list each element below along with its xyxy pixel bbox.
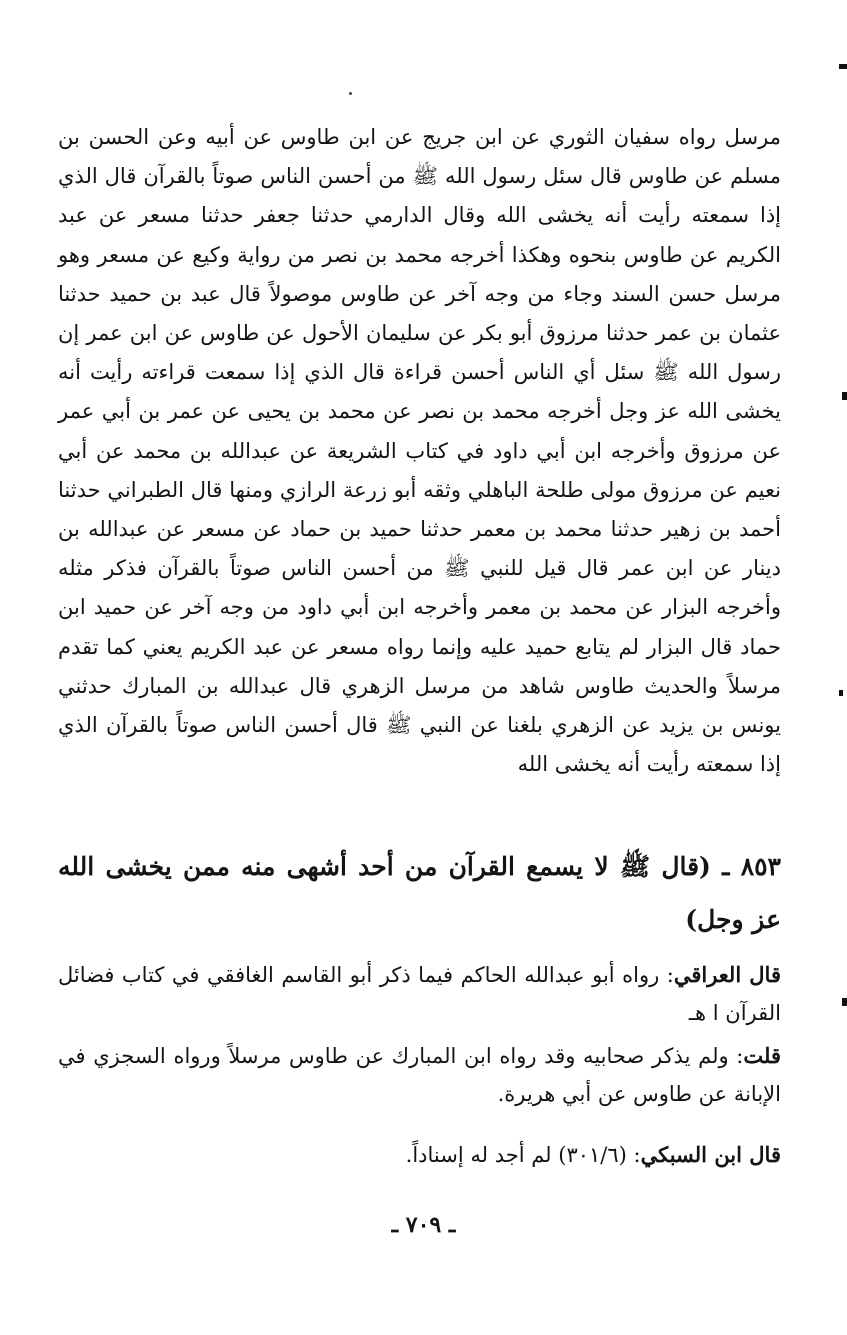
subki-label: قال ابن السبكي xyxy=(640,1142,781,1167)
iraqi-label: قال العراقي xyxy=(673,962,781,987)
margin-mark xyxy=(842,998,847,1006)
page-number: ـ ٧٠٩ ـ xyxy=(391,1212,456,1238)
commentary-paragraph: مرسل رواه سفيان الثوري عن ابن جريج عن ابن طاوس عن أبيه وعن الحسن بن مسلم عن طاوس قال سئل رسول الله ﷺ من أحسن الناس صوتاً بالقرآن قال الذي إذا سمعته رأيت أنه يخشى الله وقال الدارمي حدثنا جعفر حدثنا مسعر عن عبد الكريم عن طاوس بنحوه وهكذا أخرجه محمد بن نصر من رواية وكيع عن مسعر وهو مرسل حسن السند وجاء من وجه آخر عن طاوس موصولاً قال عبد بن حميد حدثنا عثمان بن عمر حدثنا مرزوق أبو بكر عن سليمان الأحول عن طاوس عن ابن عمر إن رسول الله ﷺ سئل أي الناس أحسن قراءة قال الذي إذا سمعت قراءته رأيت أنه يخشى الله عز وجل أخرجه محمد بن نصر عن محمد بن يحيى عن عمر بن أبي عمر عن مرزوق وأخرجه ابن أبي داود في كتاب الشريعة عن عبدالله بن محمد عن أبي نعيم عن مرزوق مولى طلحة الباهلي وثقه أبو زرعة الرازي ومنها قال الطبراني حدثنا أحمد بن زهير حدثنا محمد بن معمر حدثنا حميد بن حماد عن مسعر عن عبدالله بن دينار عن ابن عمر قال قيل للنبي ﷺ من أحسن الناس صوتاً بالقرآن فذكر مثله وأخرجه البزار عن محمد بن معمر وأخرجه ابن أبي داود من وجه آخر عن حميد ابن حماد قال البزار لم يتابع حميد عليه وإنما رواه مسعر عن عبد الكريم يعني كما تقدم مرسلاً والحديث طاوس شاهد من مرسل الزهري قال عبدالله بن المبارك حدثني يونس بن يزيد عن الزهري بلغنا عن النبي ﷺ قال أحسن الناس صوتاً بالقرآن الذي إذا سمعته رأيت أنه يخشى الله xyxy=(58,125,781,777)
margin-mark xyxy=(839,690,843,696)
subki-text: : (٣٠١/٦) لم أجد له إسناداً. xyxy=(405,1143,641,1167)
hadith-heading: ٨٥٣ ـ (قال ﷺ لا يسمع القرآن من أحد أشهى منه ممن يخشى الله عز وجل) xyxy=(58,852,781,934)
iraqi-text: : رواه أبو عبدالله الحاكم فيما ذكر أبو القاسم الغافقي في كتاب فضائل القرآن ا هـ xyxy=(58,963,781,1025)
subki-paragraph xyxy=(58,1136,781,1174)
qultu-text: : ولم يذكر صحابيه وقد رواه ابن المبارك عن طاوس مرسلاً ورواه السجزي في الإبانة عن طاوس عن أبي هريرة. xyxy=(58,1044,781,1106)
margin-mark xyxy=(839,64,847,69)
qultu-paragraph xyxy=(58,1037,781,1113)
ink-speck xyxy=(349,92,352,95)
margin-mark xyxy=(842,392,847,400)
qultu-label: قلت xyxy=(743,1043,781,1068)
iraqi-paragraph xyxy=(58,956,781,1032)
